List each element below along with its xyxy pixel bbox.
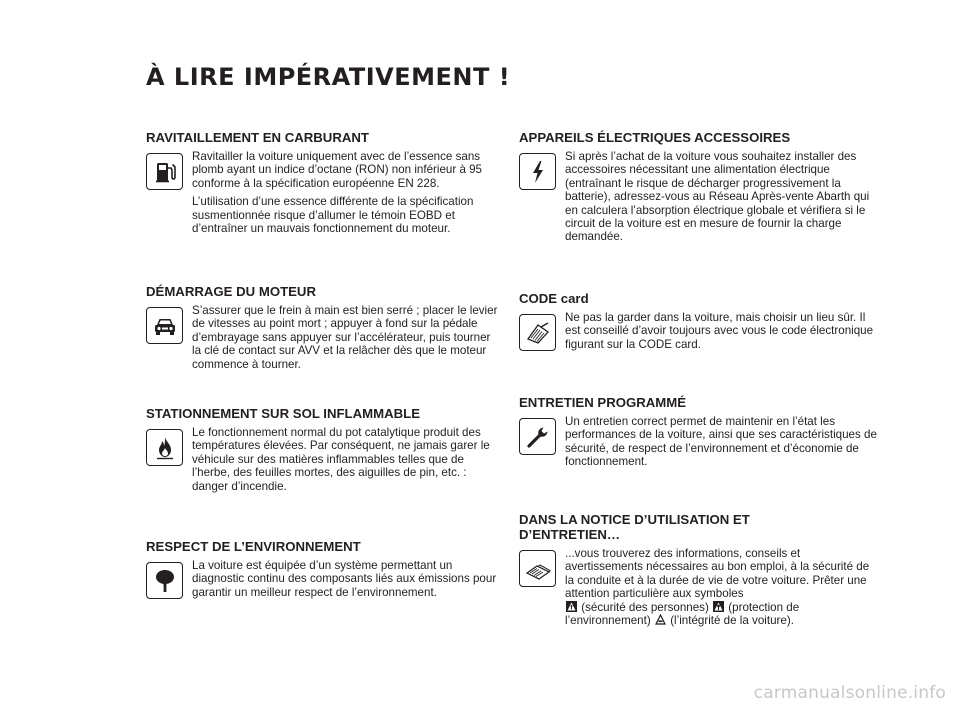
code-card-icon [519, 314, 556, 351]
wrench-icon [519, 418, 556, 455]
section-heading: STATIONNEMENT SUR SOL INFLAMMABLE [146, 406, 420, 421]
paragraph: Si après l’achat de la voiture vous souhaitez installer des accessoires nécessitant une alimentation électrique (entraînant le risque de décharger progressivement la batterie), adressez-vous au Réseau Après-vente Abarth qui en calculera l’absorption électrique globale et vérifiera si le circuit de la voiture est en mesure de fournir la charge demandée. [565, 150, 870, 244]
section-heading: DÉMARRAGE DU MOTEUR [146, 284, 316, 299]
paragraph: Le fonctionnement normal du pot catalytique produit des températures élevées. Par conséquent, ne jamais garer le véhicule sur des matières inflammables telles que de l’herbe, des feuilles mortes, des aiguilles de pin, etc. : danger d’incendie. [192, 426, 490, 493]
paragraph: S’assurer que le frein à main est bien serré ; placer le levier de vitesses au point mort ; appuyer à fond sur la pédale d’embrayage sans appuyer sur l’accélérateur, puis tourner la clé de contact sur AVV et la relâcher dès que le moteur commence à tourner. [192, 304, 498, 371]
person-safety-icon [566, 601, 577, 612]
flame-icon [146, 429, 183, 466]
section-environnement [146, 539, 498, 604]
paragraph: L’utilisation d’une essence différente de la spécification susmentionnée risque d’allumer le témoin EOBD et d’entraîner un mauvais fonctionnement du moteur. [192, 195, 474, 236]
open-book-icon [519, 550, 556, 587]
section-stationnement [146, 406, 498, 525]
section-entretien-programme [519, 395, 879, 498]
section-heading: DANS LA NOTICE D’UTILISATION ET D’ENTRETIEN… [519, 512, 750, 542]
section-heading: CODE card [519, 291, 589, 306]
environment-protection-icon [713, 601, 724, 612]
section-notice [519, 512, 879, 632]
section-heading: RAVITAILLEMENT EN CARBURANT [146, 130, 369, 145]
section-heading: APPAREILS ÉLECTRIQUES ACCESSOIRES [519, 130, 791, 145]
section-heading: RESPECT DE L’ENVIRONNEMENT [146, 539, 361, 554]
section-heading: ENTRETIEN PROGRAMMÉ [519, 395, 687, 410]
car-front-icon [146, 307, 183, 344]
watermark: carmanualsonline.info [753, 683, 946, 703]
left-column [146, 130, 498, 618]
paragraph: Ravitailler la voiture uniquement avec de l’essence sans plomb ayant un indice d’octane (RON) non inférieur à 95 conforme à la spécification européenne EN 228. [192, 150, 483, 190]
section-appareils-electriques [519, 130, 879, 277]
notice-text-4: (l’intégrité de la voiture). [670, 614, 794, 628]
car-integrity-icon [655, 614, 666, 625]
notice-text-2: (sécurité des personnes) [581, 600, 709, 614]
page-title: À LIRE IMPÉRATIVEMENT ! [146, 63, 511, 91]
lightning-icon [519, 153, 556, 190]
section-code-card [519, 291, 879, 381]
paragraph: Un entretien correct permet de maintenir en l’état les performances de la voiture, ainsi que ses caractéristiques de sécurité, de respect de l’environnement et d’économie de fonctionnement. [565, 415, 877, 469]
fuel-pump-icon [146, 153, 183, 190]
section-ravitaillement [146, 130, 498, 270]
paragraph: La voiture est équipée d’un système permettant un diagnostic continu des composants liés aux émissions pour garantir un meilleur respect de l’environnement. [192, 559, 497, 599]
paragraph: Ne pas la garder dans la voiture, mais choisir un lieu sûr. Il est conseillé d’avoir toujours avec vous le code électronique figurant sur la CODE card. [565, 311, 874, 351]
tree-icon [146, 562, 183, 599]
right-column [519, 130, 879, 646]
notice-text-3: (protection de l’environnement) [565, 600, 800, 628]
notice-text-1: ...vous trouverez des informations, conseils et avertissements nécessaires au bon emploi, à la sécurité de la conduite et à la durée de vie de votre voiture. Prêter une attention particulière aux symboles [565, 547, 870, 601]
section-demarrage [146, 284, 498, 392]
paragraph [565, 547, 879, 627]
